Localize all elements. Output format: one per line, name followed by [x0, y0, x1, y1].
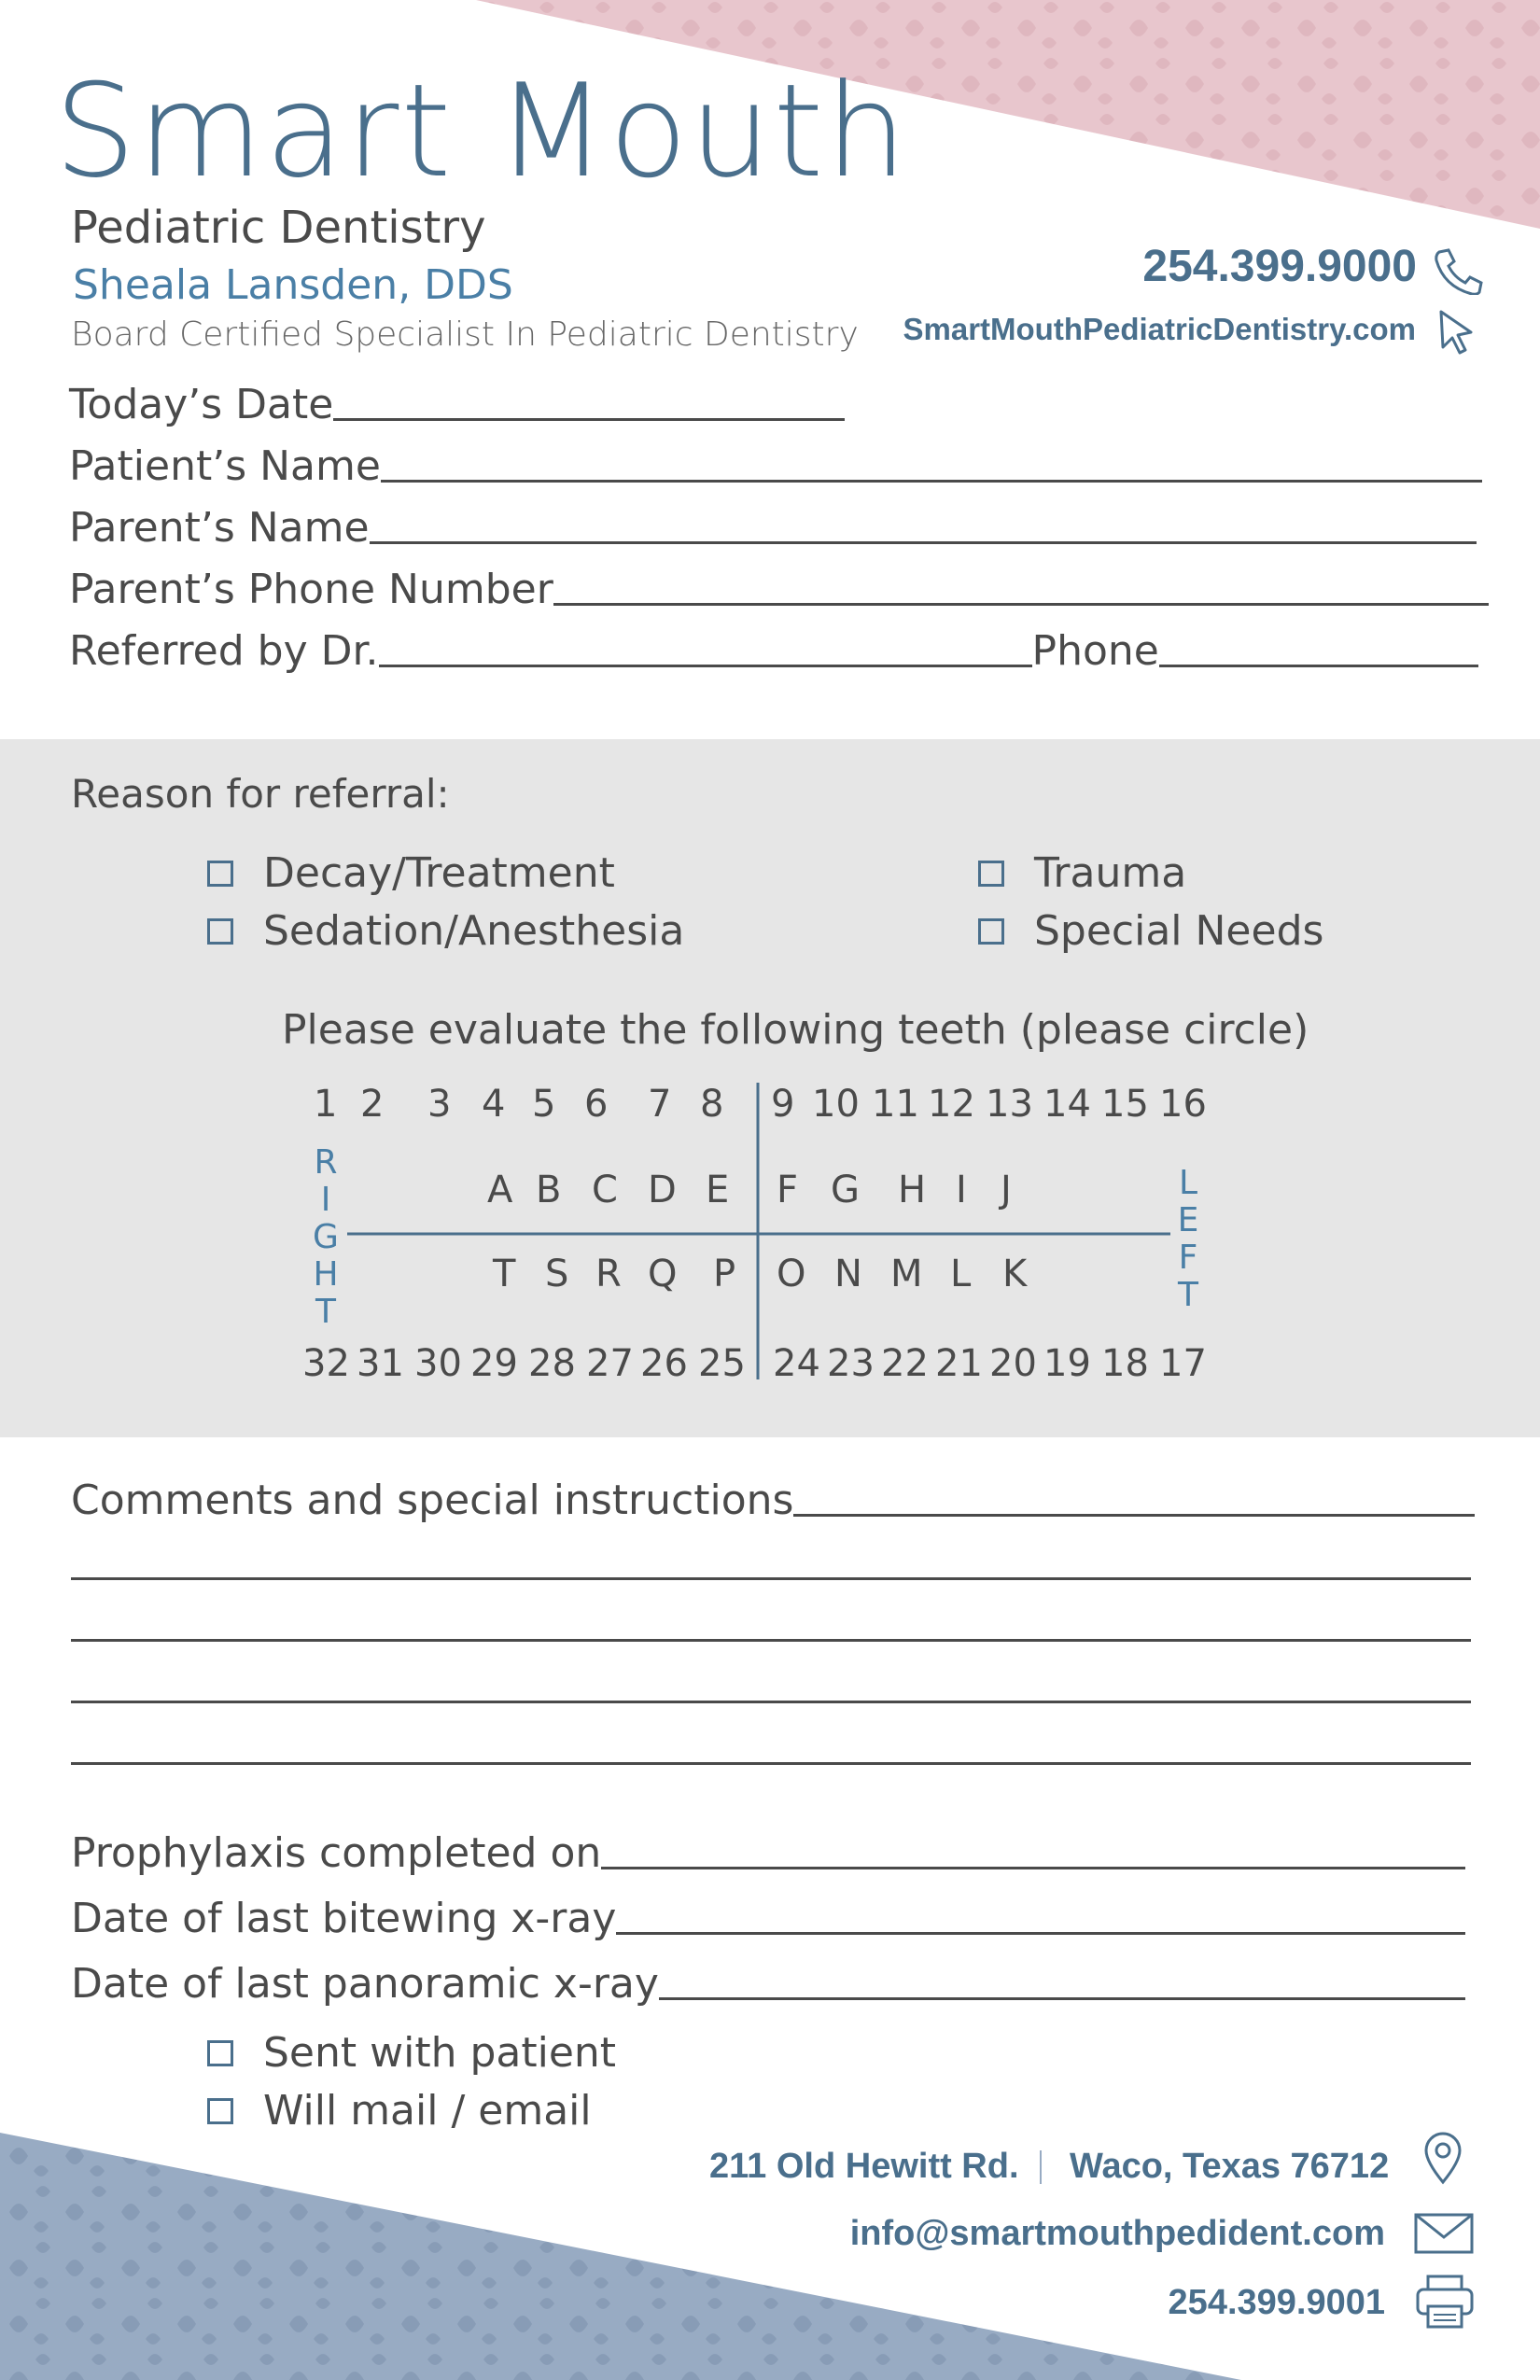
referrer-phone-label: Phone [1031, 627, 1159, 675]
todays-date-line[interactable] [333, 418, 845, 421]
parent-name-label: Parent’s Name [69, 504, 370, 552]
referred-by-field[interactable] [69, 627, 1478, 675]
tooth-T[interactable]: T [493, 1253, 516, 1295]
checkbox-box[interactable] [207, 2040, 233, 2066]
tooth-22[interactable]: 22 [881, 1342, 929, 1385]
tooth-7[interactable]: 7 [648, 1083, 672, 1126]
prophylaxis-field[interactable] [71, 1829, 1465, 1877]
tooth-32[interactable]: 32 [302, 1342, 350, 1385]
tooth-3[interactable]: 3 [427, 1083, 452, 1126]
tooth-26[interactable]: 26 [640, 1342, 688, 1385]
checkbox-will-mail[interactable] [207, 2087, 592, 2135]
right-label-letter: R [314, 1143, 338, 1182]
right-label-letter: H [313, 1255, 339, 1294]
tooth-15[interactable]: 15 [1101, 1083, 1149, 1126]
tooth-17[interactable]: 17 [1159, 1342, 1207, 1385]
checkbox-box[interactable] [207, 861, 233, 887]
cursor-icon [1435, 308, 1478, 355]
referred-by-line[interactable] [379, 665, 1032, 667]
footer-city: Waco, Texas 76712 [1070, 2147, 1390, 2186]
right-label-letter: T [315, 1293, 336, 1331]
referred-by-label: Referred by Dr. [69, 627, 379, 675]
tooth-18[interactable]: 18 [1101, 1342, 1149, 1385]
panoramic-field[interactable] [71, 1960, 1465, 2008]
comments-line[interactable] [793, 1514, 1475, 1517]
right-label-letter: I [320, 1181, 331, 1219]
tooth-L[interactable]: L [950, 1253, 972, 1295]
checkbox-trauma[interactable] [978, 849, 1186, 897]
referral-title: Reason for referral: [71, 771, 450, 817]
tooth-21[interactable]: 21 [935, 1342, 983, 1385]
address-divider [1040, 2150, 1042, 2184]
checkbox-sent-with-patient[interactable] [207, 2029, 616, 2077]
doctor-name: Sheala Lansden, DDS [73, 261, 513, 309]
tooth-16[interactable]: 16 [1159, 1083, 1207, 1126]
tooth-C[interactable]: C [592, 1169, 618, 1211]
right-side-label [312, 1144, 340, 1331]
prophylaxis-label: Prophylaxis completed on [71, 1829, 602, 1877]
tooth-20[interactable]: 20 [989, 1342, 1037, 1385]
checkbox-box[interactable] [207, 2098, 233, 2124]
todays-date-label: Today’s Date [69, 381, 334, 428]
bitewing-line[interactable] [616, 1932, 1465, 1935]
tooth-P[interactable]: P [713, 1253, 736, 1295]
tooth-2[interactable]: 2 [360, 1083, 385, 1126]
patient-name-label: Patient’s Name [69, 442, 381, 490]
tooth-28[interactable]: 28 [528, 1342, 576, 1385]
tooth-R[interactable]: R [595, 1253, 622, 1295]
comments-label: Comments and special instructions [71, 1477, 794, 1524]
brand-subtitle: Pediatric Dentistry [71, 202, 486, 254]
checkbox-label: Trauma [1034, 849, 1187, 897]
tooth-4[interactable]: 4 [482, 1083, 506, 1126]
checkbox-sedation[interactable] [207, 907, 684, 955]
panoramic-line[interactable] [659, 1997, 1465, 2000]
panoramic-label: Date of last panoramic x-ray [71, 1960, 659, 2008]
checkbox-decay[interactable] [207, 849, 615, 897]
checkbox-label: Decay/Treatment [263, 849, 615, 897]
tooth-24[interactable]: 24 [773, 1342, 820, 1385]
tooth-D[interactable]: D [648, 1169, 677, 1211]
tooth-11[interactable]: 11 [872, 1083, 919, 1126]
tooth-O[interactable]: O [777, 1253, 806, 1295]
checkbox-label: Sedation/Anesthesia [263, 907, 685, 955]
comment-line[interactable] [71, 1577, 1471, 1580]
tooth-27[interactable]: 27 [586, 1342, 634, 1385]
brand-name: Smart Mouth [54, 56, 909, 206]
parent-phone-label: Parent’s Phone Number [69, 566, 553, 613]
prophylaxis-line[interactable] [601, 1867, 1465, 1869]
parent-phone-field[interactable] [69, 566, 1489, 613]
teeth-chart-title: Please evaluate the following teeth (please circle) [282, 1006, 1309, 1054]
tooth-9[interactable]: 9 [771, 1083, 795, 1126]
tooth-K[interactable]: K [1002, 1253, 1028, 1295]
tooth-F[interactable]: F [777, 1169, 799, 1211]
certification: Board Certified Specialist In Pediatric Dentistry [71, 315, 859, 354]
comments-field[interactable] [71, 1477, 1475, 1524]
checkbox-special-needs[interactable] [978, 907, 1323, 955]
todays-date-field[interactable] [69, 381, 845, 428]
tooth-19[interactable]: 19 [1043, 1342, 1091, 1385]
tooth-1[interactable]: 1 [314, 1083, 338, 1126]
left-label-letter: L [1178, 1164, 1198, 1202]
blue-band [0, 2133, 1241, 2380]
tooth-13[interactable]: 13 [986, 1083, 1033, 1126]
comment-line[interactable] [71, 1762, 1471, 1765]
left-label-letter: T [1178, 1276, 1198, 1314]
checkbox-label: Special Needs [1034, 907, 1324, 955]
tooth-10[interactable]: 10 [812, 1083, 860, 1126]
tooth-B[interactable]: B [536, 1169, 562, 1211]
tooth-30[interactable]: 30 [414, 1342, 462, 1385]
footer-street: 211 Old Hewitt Rd. [709, 2147, 1019, 2186]
bitewing-label: Date of last bitewing x-ray [71, 1895, 617, 1942]
parent-name-field[interactable] [69, 504, 1477, 552]
tooth-Q[interactable]: Q [648, 1253, 678, 1295]
tooth-29[interactable]: 29 [470, 1342, 518, 1385]
phone-icon [1432, 246, 1484, 295]
checkbox-box[interactable] [978, 861, 1004, 887]
tooth-12[interactable]: 12 [928, 1083, 975, 1126]
parent-name-line[interactable] [370, 541, 1477, 544]
tooth-J[interactable]: J [1001, 1169, 1012, 1211]
tooth-25[interactable]: 25 [698, 1342, 746, 1385]
tooth-5[interactable]: 5 [532, 1083, 556, 1126]
tooth-M[interactable]: M [890, 1253, 923, 1295]
tooth-I[interactable]: I [956, 1169, 967, 1211]
tooth-N[interactable]: N [834, 1253, 862, 1295]
comment-line[interactable] [71, 1701, 1471, 1703]
left-label-letter: F [1178, 1239, 1198, 1277]
comment-line[interactable] [71, 1639, 1471, 1642]
left-label-letter: E [1177, 1201, 1199, 1239]
tooth-6[interactable]: 6 [584, 1083, 609, 1126]
tooth-8[interactable]: 8 [700, 1083, 724, 1126]
referral-section [0, 739, 1540, 1437]
tooth-S[interactable]: S [545, 1253, 569, 1295]
location-pin-icon [1421, 2128, 1465, 2186]
tooth-H[interactable]: H [898, 1169, 927, 1211]
left-side-label [1174, 1165, 1202, 1314]
tooth-23[interactable]: 23 [827, 1342, 875, 1385]
checkbox-box[interactable] [207, 918, 233, 945]
bitewing-field[interactable] [71, 1895, 1465, 1942]
footer-fax[interactable]: 254.399.9001 [1168, 2283, 1385, 2322]
checkbox-label: Will mail / email [263, 2087, 592, 2135]
header-phone[interactable]: 254.399.9000 [1142, 242, 1417, 291]
tooth-G[interactable]: G [831, 1169, 860, 1211]
printer-icon [1415, 2274, 1475, 2330]
envelope-icon [1413, 2212, 1475, 2255]
checkbox-box[interactable] [978, 918, 1004, 945]
footer-email[interactable]: info@smartmouthpedident.com [849, 2214, 1385, 2253]
right-label-letter: G [313, 1218, 339, 1256]
patient-name-line[interactable] [381, 480, 1482, 483]
tooth-14[interactable]: 14 [1043, 1083, 1091, 1126]
checkbox-label: Sent with patient [263, 2029, 617, 2077]
tooth-A[interactable]: A [487, 1169, 513, 1211]
header-website[interactable]: SmartMouthPediatricDentistry.com [903, 312, 1416, 346]
parent-phone-line[interactable] [553, 603, 1489, 606]
referrer-phone-line[interactable] [1159, 665, 1478, 667]
tooth-31[interactable]: 31 [357, 1342, 404, 1385]
patient-name-field[interactable] [69, 442, 1482, 490]
tooth-E[interactable]: E [706, 1169, 730, 1211]
